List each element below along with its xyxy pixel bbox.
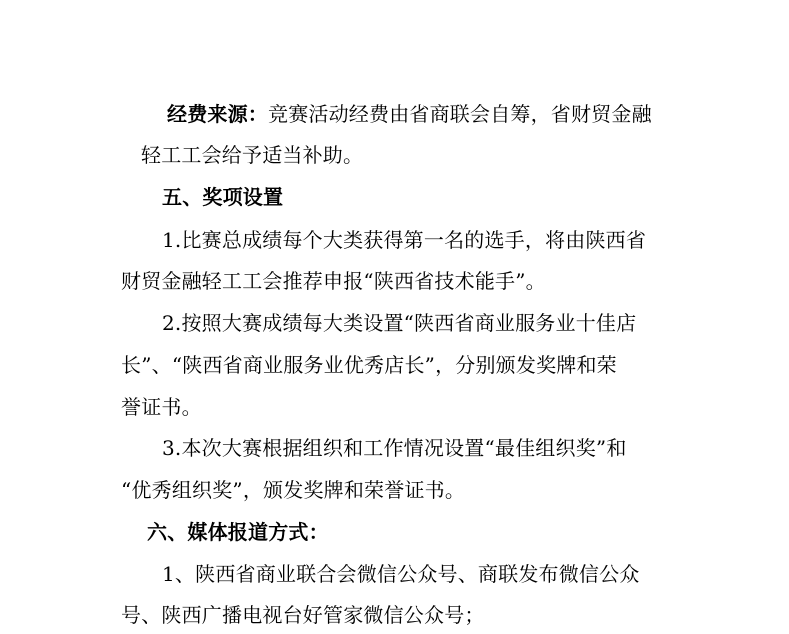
media-item-1-line-1: 1、陕西省商业联合会微信公众号、商联发布微信公众	[162, 562, 640, 586]
funding-paragraph-line-1	[167, 102, 652, 126]
funding-text-line-1: 竞赛活动经费由省商联会自筹，省财贸金融	[268, 102, 652, 126]
section-5-heading: 五、奖项设置	[162, 185, 284, 209]
funding-paragraph-line-2: 轻工工会给予适当补助。	[141, 143, 364, 167]
award-item-2-line-3: 誉证书。	[121, 395, 202, 419]
award-item-3-line-2: “优秀组织奖”，颁发奖牌和荣誉证书。	[121, 478, 466, 502]
award-item-1-line-2: 财贸金融轻工工会推荐申报“陕西省技术能手”。	[121, 269, 546, 293]
funding-label: 经费来源：	[167, 102, 268, 126]
award-item-2-line-1: 2.按照大赛成绩每大类设置“陕西省商业服务业十佳店	[162, 311, 637, 335]
media-item-1-line-2: 号、陕西广播电视台好管家微信公众号；	[121, 603, 485, 627]
award-item-1-line-1: 1.比赛总成绩每个大类获得第一名的选手，将由陕西省	[162, 228, 647, 252]
award-item-3-line-1: 3.本次大赛根据组织和工作情况设置“最佳组织奖”和	[162, 436, 627, 460]
section-6-heading: 六、媒体报道方式：	[147, 520, 329, 544]
award-item-2-line-2: 长”、“陕西省商业服务业优秀店长”，分别颁发奖牌和荣	[121, 353, 617, 377]
